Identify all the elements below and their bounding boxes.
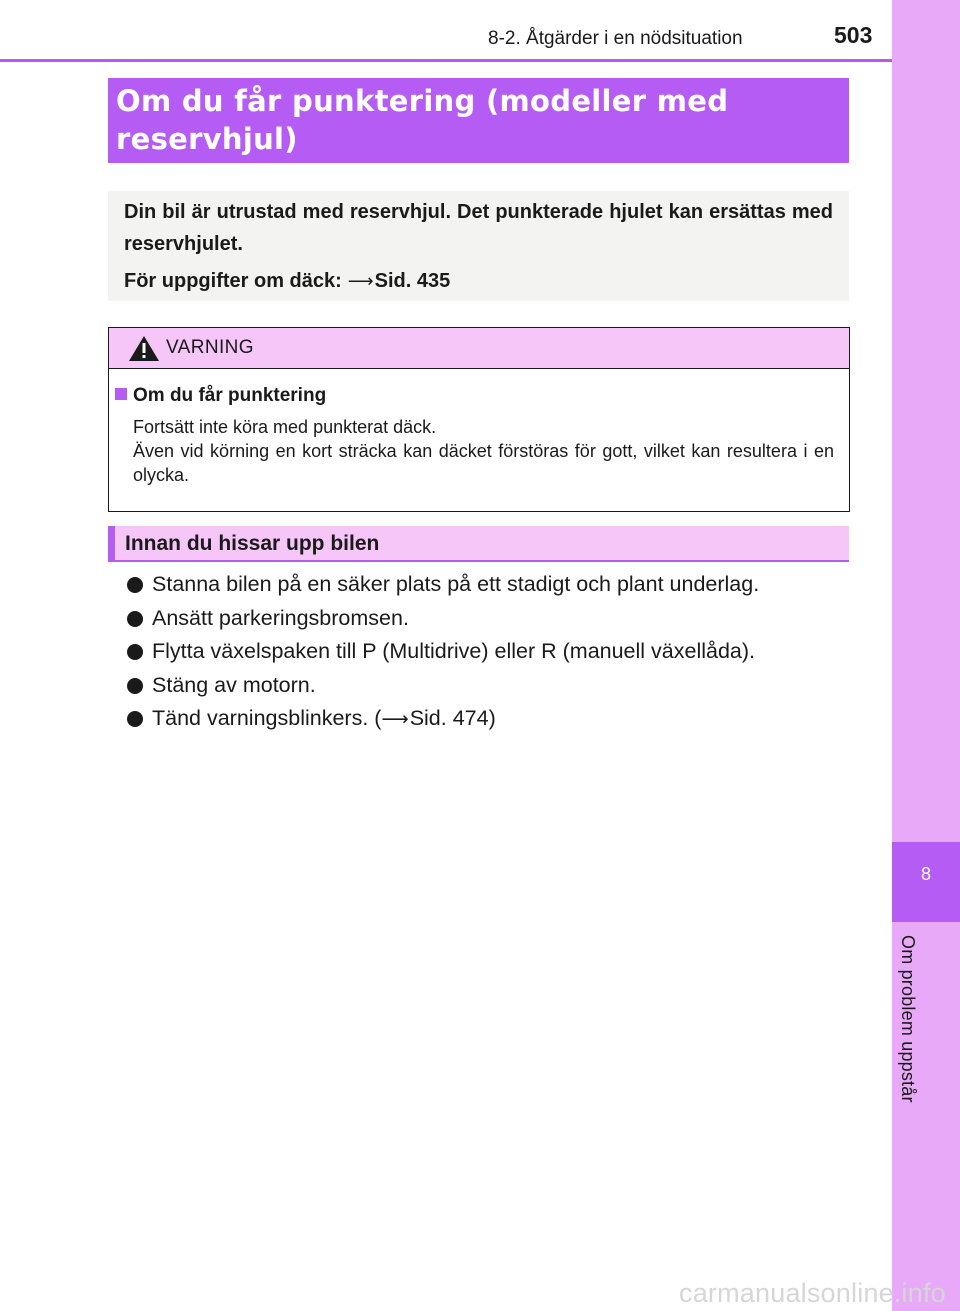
- page-number: 503: [834, 22, 873, 48]
- warning-line-1: Fortsätt inte köra med punkterat däck.: [133, 417, 437, 437]
- intro-box: [108, 191, 849, 301]
- list-item-text: Tänd varningsblinkers. (: [152, 706, 382, 730]
- bullet-dot-icon: [127, 611, 143, 627]
- warning-triangle-icon: [128, 335, 160, 362]
- list-item-text: Stäng av motorn.: [152, 672, 316, 697]
- warning-line-2: Även vid körning en kort sträcka kan däcket förstöras för gott, vilket kan resultera i en olycka.: [133, 441, 834, 485]
- section-heading-text: Innan du hissar upp bilen: [125, 532, 380, 555]
- section-heading-bar: [108, 526, 115, 560]
- bullet-dot-icon: [127, 644, 143, 660]
- page-title: [116, 82, 841, 158]
- page-title-line2: reservhjul): [116, 122, 298, 156]
- bullet-list: [125, 570, 845, 738]
- warning-header: [109, 328, 849, 369]
- list-item: [125, 704, 845, 738]
- intro-ref-prefix: För uppgifter om däck:: [124, 270, 342, 292]
- section-heading: [108, 526, 849, 562]
- watermark: carmanualsonline.info: [679, 1278, 946, 1308]
- arrow-right-icon: ⟶: [381, 709, 409, 730]
- list-item: [125, 570, 845, 604]
- list-item: [125, 671, 845, 705]
- list-item-ref-link[interactable]: Sid. 474): [409, 706, 496, 730]
- arrow-right-icon: ⟶: [347, 271, 374, 291]
- intro-reference: [124, 265, 833, 297]
- list-item: [125, 604, 845, 638]
- side-tab-strip: [892, 0, 960, 1311]
- warning-title: VARNING: [166, 337, 254, 358]
- bullet-dot-icon: [127, 577, 143, 593]
- warning-body: [133, 415, 834, 487]
- side-chapter-number: 8: [920, 864, 931, 884]
- bullet-dot-icon: [127, 711, 143, 727]
- page-title-line1: Om du får punktering (modeller med: [116, 84, 729, 118]
- side-chapter-title: Om problem uppstår: [898, 935, 918, 1103]
- warning-subheading-text: Om du får punktering: [133, 385, 327, 406]
- square-bullet-icon: [115, 388, 127, 400]
- bullet-dot-icon: [127, 678, 143, 694]
- title-banner: [108, 78, 849, 163]
- section-label: 8-2. Åtgärder i en nödsituation: [488, 28, 743, 49]
- list-item: [125, 637, 845, 671]
- warning-subheading: [115, 385, 326, 407]
- intro-text: Din bil är utrustad med reservhjul. Det punkterade hjulet kan ersättas med reservhjulet.: [124, 201, 833, 255]
- list-item-text: Flytta växelspaken till P (Multidrive) eller R (manuell växellåda).: [152, 639, 756, 663]
- page-header: [0, 0, 892, 62]
- header-rule: [0, 59, 892, 62]
- intro-ref-link[interactable]: Sid. 435: [374, 270, 451, 292]
- warning-box: [108, 327, 850, 512]
- list-item-text: Ansätt parkeringsbromsen.: [152, 605, 409, 630]
- list-item-text: Stanna bilen på en säker plats på ett stadigt och plant underlag.: [152, 572, 760, 596]
